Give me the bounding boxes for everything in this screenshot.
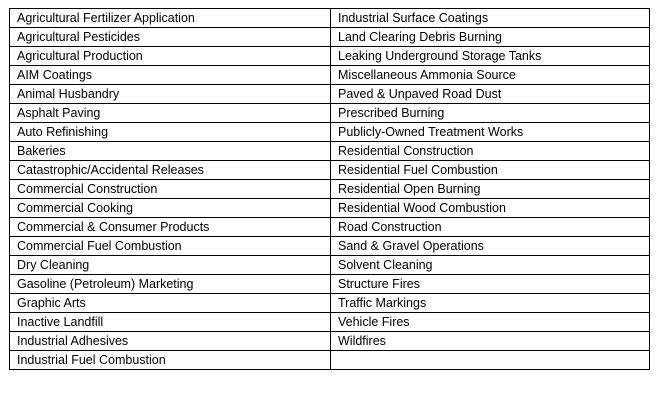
table-cell-left: Gasoline (Petroleum) Marketing xyxy=(10,275,331,294)
table-cell-left: Commercial & Consumer Products xyxy=(10,218,331,237)
table-cell-left: Graphic Arts xyxy=(10,294,331,313)
table-row xyxy=(10,28,650,47)
table-cell-right: Wildfires xyxy=(331,332,650,351)
table-row xyxy=(10,275,650,294)
source-category-table-container xyxy=(9,8,649,370)
table-row xyxy=(10,294,650,313)
table-cell-right: Traffic Markings xyxy=(331,294,650,313)
table-row xyxy=(10,313,650,332)
table-cell-right: Prescribed Burning xyxy=(331,104,650,123)
table-row xyxy=(10,199,650,218)
table-cell-right xyxy=(331,351,650,370)
table-cell-left: Agricultural Fertilizer Application xyxy=(10,9,331,28)
table-cell-left: Commercial Construction xyxy=(10,180,331,199)
table-cell-left: Catastrophic/Accidental Releases xyxy=(10,161,331,180)
table-row xyxy=(10,66,650,85)
table-cell-right: Vehicle Fires xyxy=(331,313,650,332)
table-cell-right: Structure Fires xyxy=(331,275,650,294)
table-cell-left: Agricultural Production xyxy=(10,47,331,66)
table-cell-left: Commercial Cooking xyxy=(10,199,331,218)
table-cell-right: Leaking Underground Storage Tanks xyxy=(331,47,650,66)
table-cell-left: Animal Husbandry xyxy=(10,85,331,104)
table-row xyxy=(10,123,650,142)
table-cell-right: Road Construction xyxy=(331,218,650,237)
table-cell-left: Agricultural Pesticides xyxy=(10,28,331,47)
table-row xyxy=(10,142,650,161)
table-row xyxy=(10,47,650,66)
table-cell-right: Paved & Unpaved Road Dust xyxy=(331,85,650,104)
table-row xyxy=(10,180,650,199)
table-cell-right: Residential Fuel Combustion xyxy=(331,161,650,180)
table-cell-left: Bakeries xyxy=(10,142,331,161)
table-cell-right: Sand & Gravel Operations xyxy=(331,237,650,256)
table-cell-left: Commercial Fuel Combustion xyxy=(10,237,331,256)
table-row xyxy=(10,351,650,370)
table-cell-left: Inactive Landfill xyxy=(10,313,331,332)
table-body xyxy=(10,9,650,370)
table-row xyxy=(10,218,650,237)
table-row xyxy=(10,332,650,351)
table-row xyxy=(10,161,650,180)
table-cell-left: Dry Cleaning xyxy=(10,256,331,275)
table-cell-right: Miscellaneous Ammonia Source xyxy=(331,66,650,85)
source-category-table xyxy=(9,8,650,370)
table-row xyxy=(10,237,650,256)
table-cell-left: Industrial Adhesives xyxy=(10,332,331,351)
table-cell-right: Solvent Cleaning xyxy=(331,256,650,275)
table-row xyxy=(10,85,650,104)
table-row xyxy=(10,256,650,275)
table-row xyxy=(10,104,650,123)
table-cell-left: Auto Refinishing xyxy=(10,123,331,142)
table-cell-right: Residential Wood Combustion xyxy=(331,199,650,218)
table-cell-right: Industrial Surface Coatings xyxy=(331,9,650,28)
table-cell-right: Residential Open Burning xyxy=(331,180,650,199)
table-cell-left: AIM Coatings xyxy=(10,66,331,85)
table-cell-left: Asphalt Paving xyxy=(10,104,331,123)
table-row xyxy=(10,9,650,28)
table-cell-right: Land Clearing Debris Burning xyxy=(331,28,650,47)
table-cell-right: Residential Construction xyxy=(331,142,650,161)
table-cell-right: Publicly-Owned Treatment Works xyxy=(331,123,650,142)
table-cell-left: Industrial Fuel Combustion xyxy=(10,351,331,370)
